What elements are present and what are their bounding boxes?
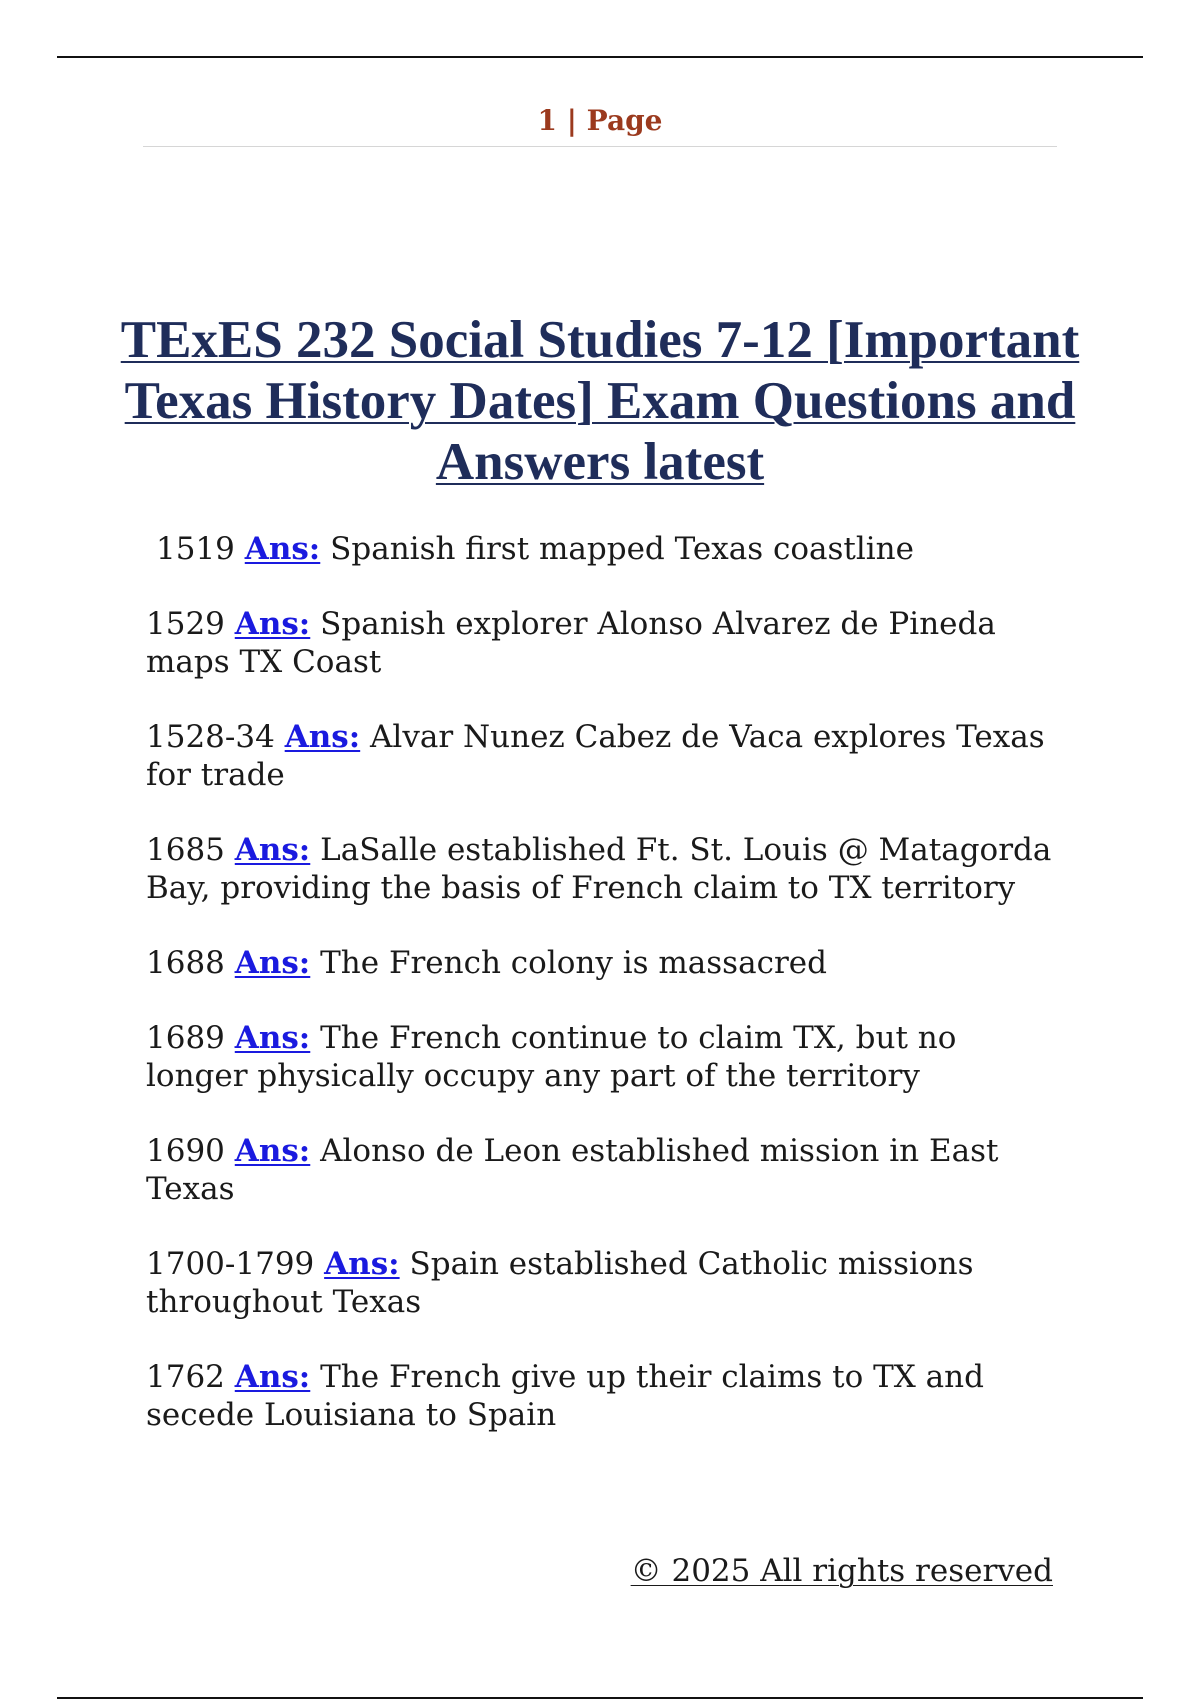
ans-link[interactable]: Ans: [234,945,311,981]
top-rule [57,56,1143,58]
list-item [146,605,1066,681]
list-item [146,1245,1066,1321]
entry-text: Spain established Catholic missions throughout Texas [146,1246,974,1320]
list-item [146,831,1066,907]
entry-list [146,530,1066,1471]
list-item [146,1358,1066,1434]
entry-text: Spanish explorer Alonso Alvarez de Pineda maps TX Coast [146,606,996,680]
entry-text: Spanish first mapped Texas coastline [330,531,914,567]
copyright-notice: © 2025 All rights reserved [630,1553,1053,1589]
entry-date: 1685 [146,832,225,868]
list-item [146,718,1066,794]
entry-date: 1762 [146,1359,225,1395]
entry-text: Alonso de Leon established mission in East Texas [146,1133,999,1207]
entry-text: The French continue to claim TX, but no longer physically occupy any part of the territory [146,1020,957,1094]
list-item [146,944,1066,982]
entry-date: 1528-34 [146,719,275,755]
entry-text: The French give up their claims to TX and secede Louisiana to Spain [146,1359,984,1433]
entry-date: 1700-1799 [146,1246,315,1282]
list-item [146,530,1066,568]
ans-link[interactable]: Ans: [324,1246,400,1282]
entry-date: 1519 [156,531,235,567]
ans-link[interactable]: Ans: [234,1359,311,1395]
entry-date: 1689 [146,1020,225,1056]
ans-link[interactable]: Ans: [284,719,361,755]
entry-text: LaSalle established Ft. St. Louis @ Matagorda Bay, providing the basis of French claim to TX territory [146,832,1052,906]
page-number-header: 1 | Page [143,104,1057,147]
entry-date: 1688 [146,945,225,981]
entry-text: The French colony is massacred [320,945,827,981]
ans-link[interactable]: Ans: [244,531,321,567]
bottom-rule [57,1697,1143,1699]
entry-date: 1529 [146,606,225,642]
list-item [146,1019,1066,1095]
ans-link[interactable]: Ans: [234,1133,311,1169]
document-title: TExES 232 Social Studies 7-12 [Important Texas History Dates] Exam Questions and Answers latest [120,311,1080,491]
entry-date: 1690 [146,1133,225,1169]
ans-link[interactable]: Ans: [234,832,311,868]
ans-link[interactable]: Ans: [234,606,311,642]
entry-text: Alvar Nunez Cabez de Vaca explores Texas for trade [146,719,1045,793]
ans-link[interactable]: Ans: [234,1020,311,1056]
list-item [146,1132,1066,1208]
